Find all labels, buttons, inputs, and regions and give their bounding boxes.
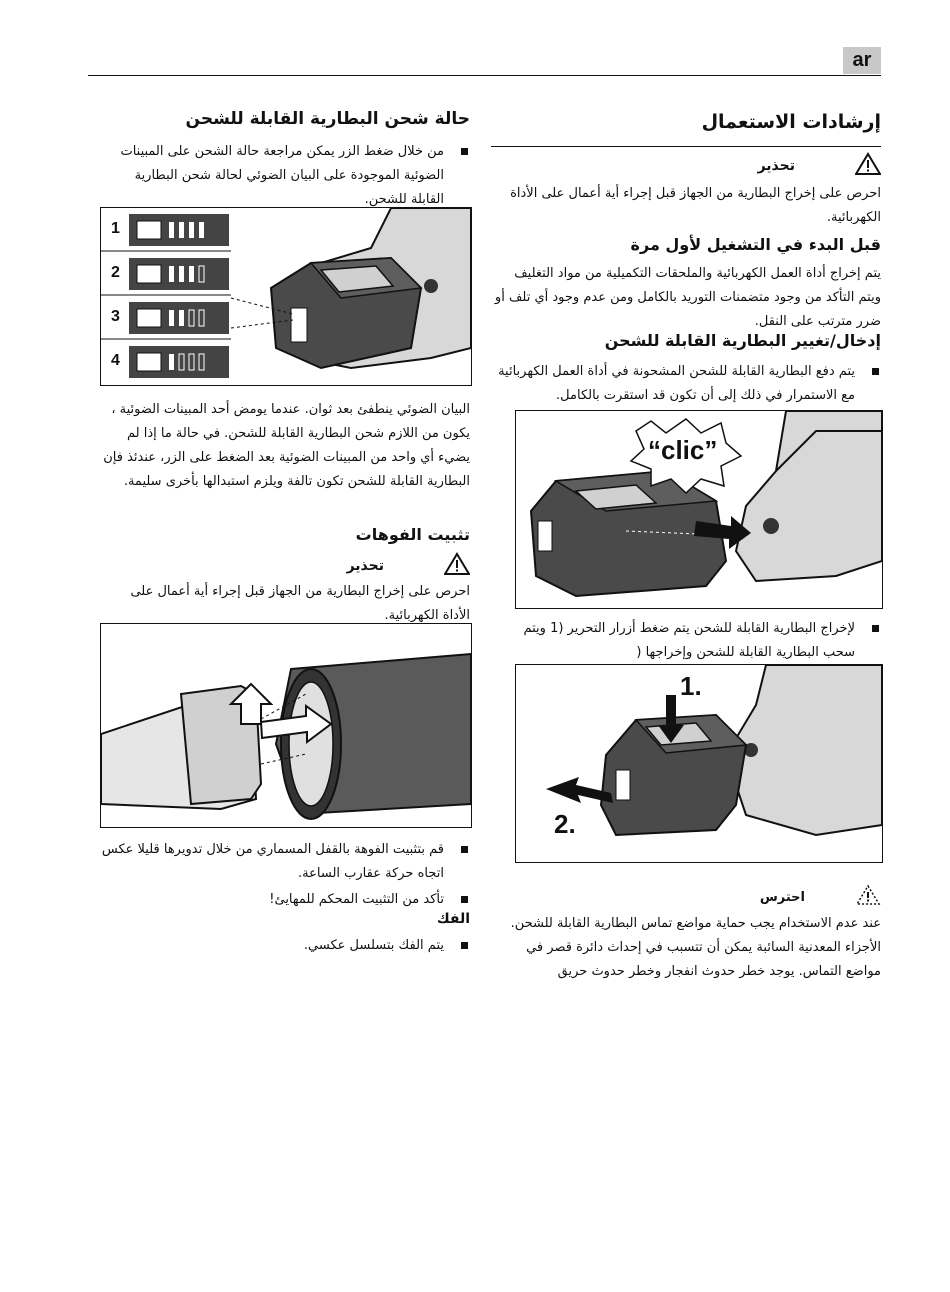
section-title-first-use: قبل البدء في التشغيل لأول مرة	[630, 235, 881, 254]
charge-status-paragraph: البيان الضوئي ينطفئ بعد ثوان. عندما يومض أحد المبينات الضوئية ، يكون من اللازم شحن البطارية القابلة للشحن. في حالة ما إذا لم يضيء أي واحد من المبينات الضوئية بعد الضغط على الزر، عندئذ فإن البطارية القابلة للشحن تكون تالفة ويلزم استبدالها بأخرى سليمة.	[103, 402, 470, 489]
warning-block	[491, 152, 881, 230]
right-column	[491, 110, 881, 147]
level-3-indicator	[129, 302, 229, 334]
caution-icon	[855, 884, 881, 910]
section-title-charge-status: حالة شحن البطارية القابلة للشحن	[185, 109, 470, 129]
nozzle-bullet-1	[100, 838, 470, 886]
nozzle-bullets	[100, 838, 470, 912]
level-2-label: 2	[111, 264, 120, 281]
remove-bullet-text: يتم الفك بتسلسل عكسي.	[303, 938, 444, 953]
clic-label: “clic”	[648, 435, 718, 465]
level-1-label: 1	[111, 220, 120, 237]
warning-label: تحذير	[757, 158, 795, 174]
caution-text: عند عدم الاستخدام يجب حماية مواضع تماس البطارية القابلة للشحن. الأجزاء المعدنية السائبة يمكن أن تتسبب في إحداث دائرة قصر في مواضع التماس. يوجد خطر حدوث انفجار وخطر حدوث حريق	[510, 916, 881, 979]
charge-status-bullet	[100, 140, 470, 212]
section-title-operating-instructions: إرشادات الاستعمال	[701, 111, 881, 133]
first-use-section	[491, 234, 881, 334]
bullet-marker	[461, 148, 468, 155]
step-1-label: 1.	[680, 671, 702, 701]
warning-text: احرص على إخراج البطارية من الجهاز قبل إجراء أية أعمال على الأداة الكهربائية.	[510, 186, 881, 225]
language-badge: ar	[843, 47, 881, 74]
nozzle-figure	[100, 623, 472, 828]
level-3-label: 3	[111, 308, 120, 325]
battery-remove-text: لإخراج البطارية القابلة للشحن يتم ضغط أزرار التحرير (1 ويتم سحب البطارية القابلة للشحن وإخراجها (	[523, 621, 855, 660]
header-rule	[88, 75, 881, 76]
warning-icon	[855, 152, 881, 180]
warning-text: احرص على إخراج البطارية من الجهاز قبل إجراء أية أعمال على الأداة الكهربائية.	[130, 584, 470, 623]
left-column	[100, 108, 470, 212]
section-title-battery: إدخال/تغيير البطارية القابلة للشحن	[604, 331, 881, 350]
bullet-marker	[872, 625, 879, 632]
level-4-label: 4	[111, 352, 120, 369]
battery-remove-bullet-wrap	[491, 617, 881, 665]
level-2-indicator	[129, 258, 229, 290]
title-rule	[491, 146, 881, 147]
warning-label: تحذير	[346, 558, 384, 574]
remove-section	[100, 908, 470, 958]
section-title-nozzles: تثبيت الفوهات	[355, 525, 470, 544]
nozzles-section	[100, 524, 470, 628]
section-title-remove: الفك	[436, 911, 470, 927]
charge-status-text: من خلال ضغط الزر يمكن مراجعة حالة الشحن على المبينات الضوئية الموجودة على البيان الضوئي لحالة شحن البطارية القابلة للشحن.	[120, 144, 444, 207]
battery-remove-bullet	[491, 617, 881, 665]
charge-level-figure	[100, 207, 472, 386]
step-2-label: 2.	[554, 809, 576, 839]
battery-insert-text: يتم دفع البطارية القابلة للشحن المشحونة في أداة العمل الكهربائية مع الاستمرار في ذلك إلى أن تكون قد استقرت بالكامل.	[498, 364, 855, 403]
battery-insert-bullet	[491, 360, 881, 408]
level-4-indicator	[129, 346, 229, 378]
battery-insert-figure	[515, 410, 883, 609]
level-1-indicator	[129, 214, 229, 246]
bullet-marker	[461, 846, 468, 853]
remove-bullet	[100, 934, 470, 958]
charge-status-paragraph-wrap	[100, 398, 470, 494]
caution-block	[491, 884, 881, 984]
bullet-marker	[461, 942, 468, 949]
bullet-marker	[461, 896, 468, 903]
warning-icon	[444, 552, 470, 580]
nozzle-bullet-2-text: تأكد من التثبيت المحكم للمهايئ!	[269, 892, 444, 907]
first-use-text: يتم إخراج أداة العمل الكهربائية والملحقات التكميلية من مواد التغليف ويتم التأكد من وجود متضمنات التوريد بالكامل ومن عدم وجود أي تلف أو ضرر مترتب على النقل.	[494, 266, 881, 329]
bullet-marker	[872, 368, 879, 375]
nozzle-bullet-1-text: قم بتثبيت الفوهة بالقفل المسماري من خلال تدويرها قليلا عكس اتجاه حركة عقارب الساعة.	[101, 842, 444, 881]
battery-section	[491, 330, 881, 408]
battery-remove-figure	[515, 664, 883, 863]
caution-label: احترس	[759, 889, 805, 905]
